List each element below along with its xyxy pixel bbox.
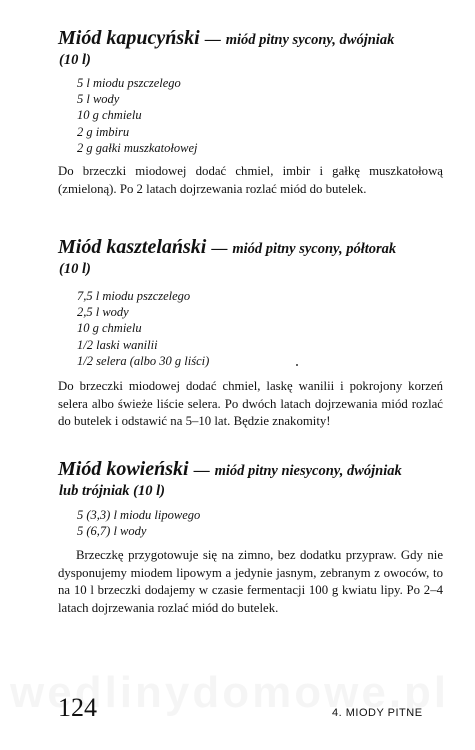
page-number: 124 <box>58 693 97 722</box>
ink-speck <box>296 364 298 366</box>
recipe-title <box>58 27 443 51</box>
ingredient: 5 (3,3) l miodu lipowego <box>77 508 201 522</box>
recipe-title <box>58 458 443 482</box>
title-dash: — <box>193 462 210 479</box>
recipe-type: miód pitny sycony, półtorak <box>232 241 397 257</box>
ingredient-list <box>77 75 443 156</box>
ingredient: 5 (6,7) l wody <box>77 524 147 539</box>
chapter-label: 4. MIODY PITNE <box>332 707 423 719</box>
recipe-instructions: Brzeczkę przygotowuje się na zimno, bez dodatku przypraw. Gdy nie dysponujemy miodem lipowym a jedynie jasnym, zebranym z owoców, to na 10 l brzeczki dodajemy w czasie fermentacji 100 g kwiatu lipy. Po 2–4 latach dojrzewania rozlać miód do butelek. <box>58 548 443 615</box>
recipe-kapucynski <box>58 27 443 198</box>
recipe-name: Miód kapucyński <box>58 27 200 49</box>
ingredient: 2 g gałki muszkatołowej <box>77 140 198 155</box>
ingredient: 10 g chmielu <box>77 108 142 123</box>
ingredient: 7,5 l miodu pszczelego <box>77 289 191 303</box>
recipe-volume: (10 l) <box>59 261 91 277</box>
ingredient: 10 g chmielu <box>77 321 142 336</box>
recipe-name: Miód kasztelański <box>58 236 207 258</box>
recipe-kowienski <box>58 458 443 617</box>
ingredient-list <box>77 507 443 539</box>
title-dash: — <box>204 31 221 48</box>
recipe-type: miód pitny sycony, dwójniak <box>225 32 395 48</box>
recipe-volume: lub trójniak (10 l) <box>59 483 165 499</box>
ingredient: 2 g imbiru <box>77 124 130 139</box>
recipe-instructions: Do brzeczki miodowej dodać chmiel, laskę wanilii i pokrojony korzeń selera albo świeże liście selera. Po dwóch latach dojrzewania miód rozlać do butelek i odstawić na 5–10 lat. Będzie znakomity! <box>58 379 443 429</box>
ingredient-list <box>77 288 443 369</box>
ingredient: 2,5 l wody <box>77 305 129 320</box>
ingredient: 1/2 selera (albo 30 g liści) <box>77 353 210 368</box>
recipe-volume: (10 l) <box>59 52 91 68</box>
recipe-title <box>58 236 443 260</box>
ingredient: 5 l miodu pszczelego <box>77 76 181 90</box>
ingredient: 1/2 laski wanilii <box>77 337 158 352</box>
title-dash: — <box>211 240 228 257</box>
recipe-name: Miód kowieński <box>58 458 189 480</box>
ingredient: 5 l wody <box>77 92 120 107</box>
recipe-type: miód pitny niesycony, dwójniak <box>214 463 402 479</box>
recipe-instructions: Do brzeczki miodowej dodać chmiel, imbir i gałkę muszkatołową (zmieloną). Po 2 latach dojrzewania rozlać miód do butelek. <box>58 164 443 196</box>
recipe-kasztelanski <box>58 236 443 431</box>
